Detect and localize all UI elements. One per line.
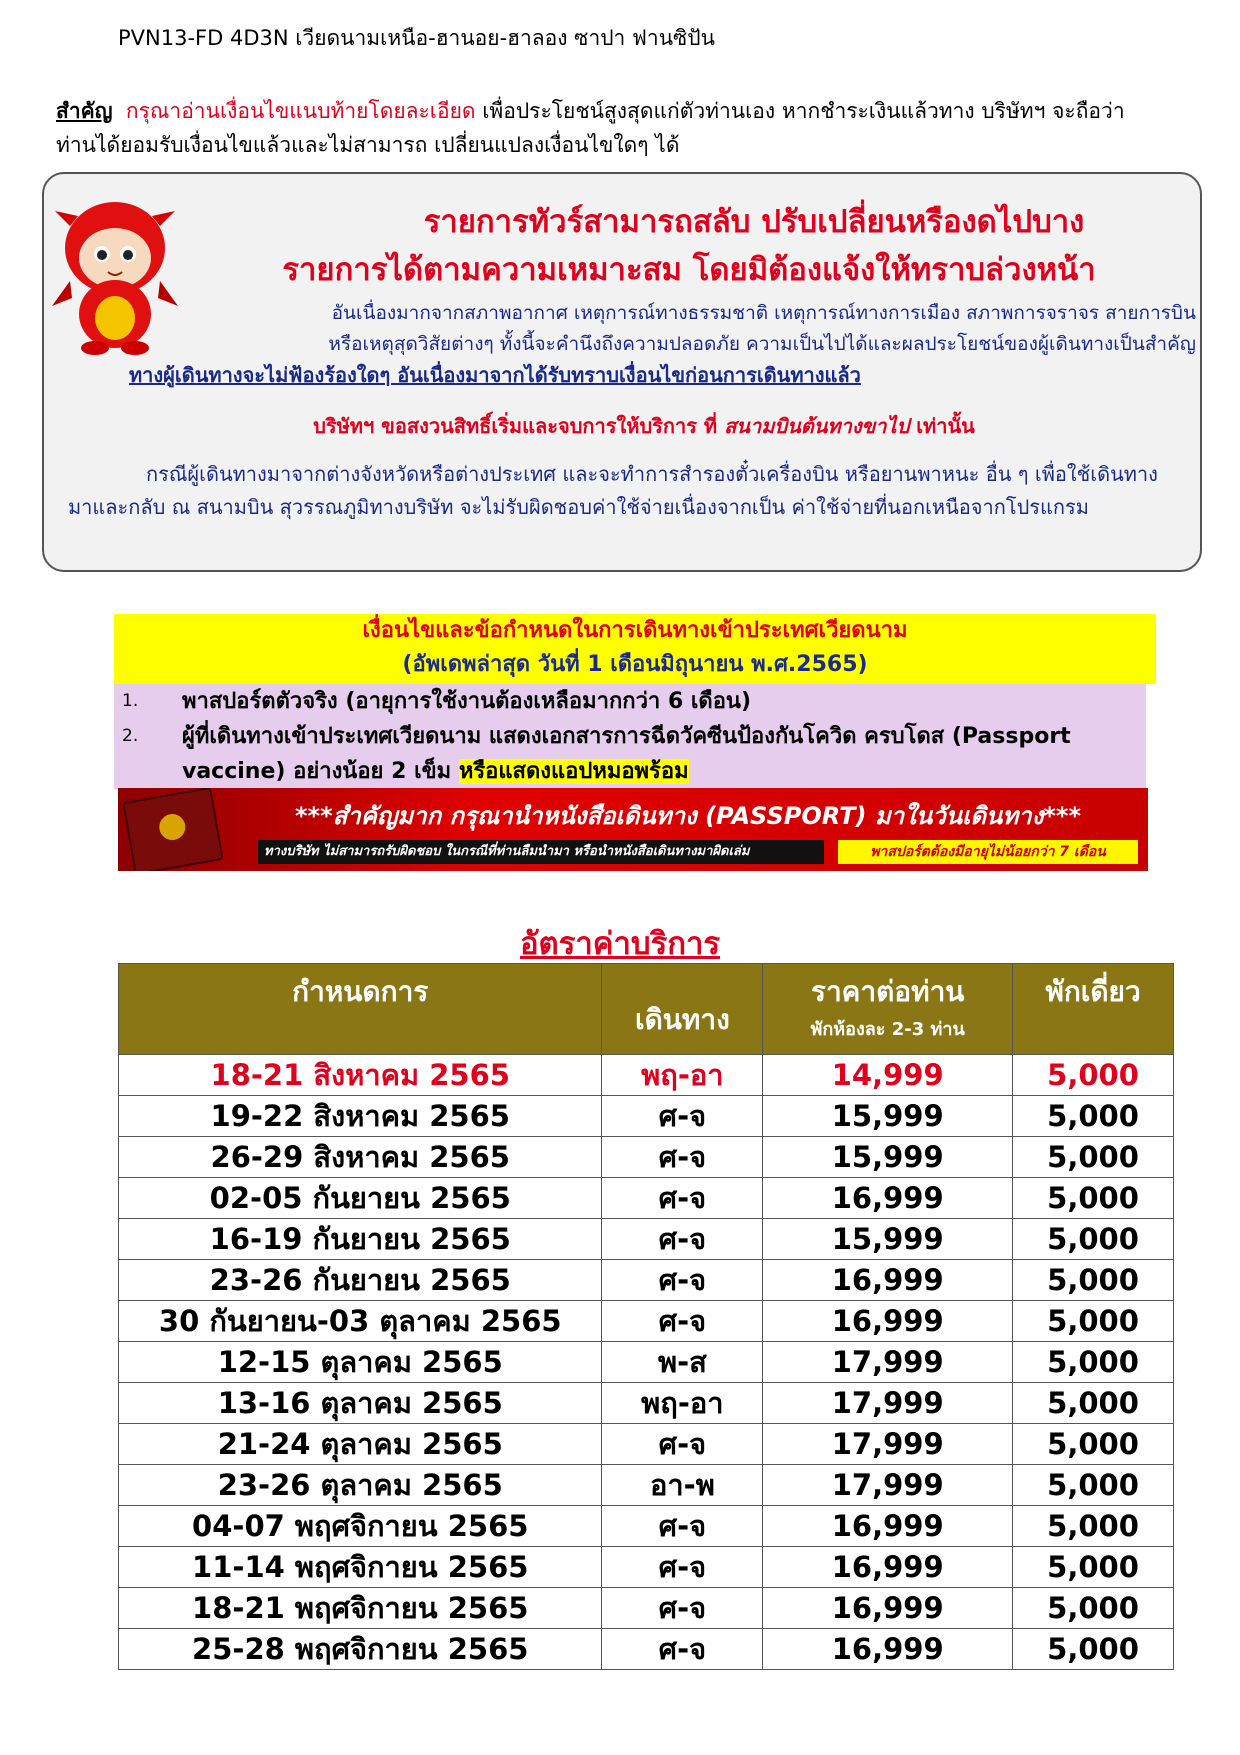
passport-banner-main: ***สำคัญมาก กรุณานำหนังสือเดินทาง (PASSPORT) มาในวันเดินทาง*** [295, 802, 1081, 830]
table-row [119, 1424, 1174, 1465]
cell-days: พ-ส [602, 1342, 763, 1383]
cell-price: 16,999 [763, 1301, 1013, 1342]
rates-body [119, 1055, 1174, 1670]
cell-single: 5,000 [1013, 1506, 1174, 1547]
cell-date: 13-16 ตุลาคม 2565 [119, 1383, 602, 1424]
cell-price: 16,999 [763, 1178, 1013, 1219]
conditions-list [114, 684, 1146, 789]
cell-single: 5,000 [1013, 1383, 1174, 1424]
cell-date: 30 กันยายน-03 ตุลาคม 2565 [119, 1301, 602, 1342]
passport-banner-sub: ทางบริษัท ไม่สามารถรับผิดชอบ ในกรณีที่ท่านลืมนำมา หรือนำหนังสือเดินทางมาผิดเล่ม [258, 840, 824, 864]
cell-date: 18-21 พฤศจิกายน 2565 [119, 1588, 602, 1629]
cell-date: 19-22 สิงหาคม 2565 [119, 1096, 602, 1137]
cell-single: 5,000 [1013, 1588, 1174, 1629]
condition-highlight: หรือแสดงแอปหมอพร้อม [458, 759, 689, 784]
cell-days: พฤ-อา [602, 1055, 763, 1096]
table-row [119, 1629, 1174, 1670]
table-row [119, 1260, 1174, 1301]
cell-date: 21-24 ตุลาคม 2565 [119, 1424, 602, 1465]
conditions-header [114, 614, 1156, 684]
cell-date: 18-21 สิงหาคม 2565 [119, 1055, 602, 1096]
cell-price: 17,999 [763, 1342, 1013, 1383]
table-row [119, 1301, 1174, 1342]
cell-date: 02-05 กันยายน 2565 [119, 1178, 602, 1219]
program-code: PVN13-FD 4D3N เวียดนามเหนือ-ฮานอย-ฮาลอง ซาปา ฟานซิปัน [118, 26, 715, 50]
condition-text: ผู้ที่เดินทางเข้าประเทศเวียดนาม แสดงเอกสารการฉีดวัคซีนป้องกันโควิด ครบโดส (Passport vaccine) อย่างน้อย 2 เข็ม [182, 724, 1071, 784]
cell-single: 5,000 [1013, 1424, 1174, 1465]
cell-price: 16,999 [763, 1260, 1013, 1301]
table-row [119, 1383, 1174, 1424]
cell-date: 23-26 ตุลาคม 2565 [119, 1465, 602, 1506]
cell-days: ศ-จ [602, 1588, 763, 1629]
cell-single: 5,000 [1013, 1219, 1174, 1260]
cell-days: ศ-จ [602, 1096, 763, 1137]
table-row [119, 1506, 1174, 1547]
cell-price: 14,999 [763, 1055, 1013, 1096]
table-row [119, 1055, 1174, 1096]
condition-text: พาสปอร์ตตัวจริง (อายุการใช้งานต้องเหลือมากกว่า 6 เดือน) [182, 689, 752, 714]
cell-date: 04-07 พฤศจิกายน 2565 [119, 1506, 602, 1547]
cell-single: 5,000 [1013, 1096, 1174, 1137]
notice-paragraph-3 [68, 458, 1168, 524]
cell-days: ศ-จ [602, 1506, 763, 1547]
cell-price: 17,999 [763, 1383, 1013, 1424]
notice-p2-suffix: เท่านั้น [916, 414, 975, 438]
condition-number: 2. [122, 726, 139, 746]
conditions-title: เงื่อนไขและข้อกำหนดในการเดินทางเข้าประเทศเวียดนาม [362, 618, 908, 643]
condition-item [114, 684, 1146, 719]
table-row [119, 1137, 1174, 1178]
cell-price: 16,999 [763, 1629, 1013, 1670]
table-row [119, 1096, 1174, 1137]
cell-price: 17,999 [763, 1465, 1013, 1506]
cell-price: 16,999 [763, 1588, 1013, 1629]
header-price: ราคาต่อท่าน พักห้องละ 2-3 ท่าน [763, 964, 1013, 1055]
condition-item [114, 719, 1146, 789]
header-schedule: กำหนดการ [119, 964, 602, 1055]
cell-date: 25-28 พฤศจิกายน 2565 [119, 1629, 602, 1670]
header-price-sub: พักห้องละ 2-3 ท่าน [810, 1019, 965, 1040]
important-red-text: กรุณาอ่านเงื่อนไขแนบท้ายโดยละเอียด [125, 99, 476, 123]
cell-single: 5,000 [1013, 1178, 1174, 1219]
cell-price: 17,999 [763, 1424, 1013, 1465]
passport-banner-validity: พาสปอร์ตต้องมีอายุไม่น้อยกว่า 7 เดือน [838, 840, 1138, 864]
dragon-mascot-icon [50, 186, 180, 356]
cell-price: 15,999 [763, 1096, 1013, 1137]
table-row [119, 1219, 1174, 1260]
rates-header-row [119, 964, 1174, 1055]
cell-price: 16,999 [763, 1547, 1013, 1588]
rates-title: อัตราค่าบริการ [519, 926, 721, 962]
passport-reminder-banner [118, 788, 1148, 871]
cell-price: 16,999 [763, 1506, 1013, 1547]
cell-days: ศ-จ [602, 1219, 763, 1260]
table-row [119, 1178, 1174, 1219]
notice-p3-text: กรณีผู้เดินทางมาจากต่างจังหวัดหรือต่างประเทศ และจะทำการสำรองตั๋วเครื่องบิน หรือยานพาหนะ อื่น ๆ เพื่อใช้เดินทางมาและกลับ ณ สนามบิน สุวรรณภูมิทางบริษัท จะไม่รับผิดชอบค่าใช้จ่ายเนื่องจากเป็น ค่าใช้จ่ายที่นอกเหนือจากโปรแกรม [68, 462, 1158, 519]
cell-single: 5,000 [1013, 1547, 1174, 1588]
important-rest-text: เพื่อประโยชน์สูงสุดแก่ตัวท่านเอง หากชำระเงินแล้วทาง บริษัทฯ จะถือว่าท่านได้ยอมรับเงื่อนไขแล้วและไม่สามารถ เปลี่ยนแปลงเงื่อนไขใดๆ ได้ [56, 99, 1125, 157]
table-row [119, 1547, 1174, 1588]
cell-days: ศ-จ [602, 1260, 763, 1301]
cell-date: 23-26 กันยายน 2565 [119, 1260, 602, 1301]
passport-book-icon [122, 788, 223, 871]
cell-days: ศ-จ [602, 1424, 763, 1465]
cell-single: 5,000 [1013, 1629, 1174, 1670]
cell-days: พฤ-อา [602, 1383, 763, 1424]
notice-p2-prefix: บริษัทฯ ขอสงวนสิทธิ์เริ่มและจบการให้บริการ ที่ [313, 414, 718, 438]
condition-text-wrap [182, 719, 1146, 789]
cell-single: 5,000 [1013, 1465, 1174, 1506]
notice-paragraph-1 [129, 298, 1196, 391]
notice-p1-line3: ทางผู้เดินทางจะไม่ฟ้องร้องใดๆ อันเนื่องมาจากได้รับทราบเงื่อนไขก่อนการเดินทางแล้ว [129, 363, 861, 387]
header-travel: เดินทาง [602, 964, 763, 1055]
important-label: สำคัญ [56, 99, 113, 123]
notice-p1-line2: หรือเหตุสุดวิสัยต่างๆ ทั้งนี้จะคำนึงถึงความปลอดภัย ความเป็นไปได้และผลประโยชน์ของผู้เดินทางเป็นสำคัญ [328, 333, 1196, 355]
notice-box [42, 172, 1202, 572]
cell-days: ศ-จ [602, 1301, 763, 1342]
notice-p1-line1: อันเนื่องมากจากสภาพอากาศ เหตุการณ์ทางธรรมชาติ เหตุการณ์ทางการเมือง สภาพการจราจร สายการบิน [331, 302, 1196, 324]
cell-single: 5,000 [1013, 1301, 1174, 1342]
table-row [119, 1588, 1174, 1629]
notice-paragraph-2 [184, 410, 1104, 442]
cell-price: 15,999 [763, 1219, 1013, 1260]
cell-days: ศ-จ [602, 1629, 763, 1670]
cell-price: 15,999 [763, 1137, 1013, 1178]
cell-date: 12-15 ตุลาคม 2565 [119, 1342, 602, 1383]
rates-table [118, 963, 1174, 1670]
cell-days: ศ-จ [602, 1137, 763, 1178]
cell-days: อา-พ [602, 1465, 763, 1506]
cell-date: 26-29 สิงหาคม 2565 [119, 1137, 602, 1178]
cell-single: 5,000 [1013, 1260, 1174, 1301]
table-row [119, 1465, 1174, 1506]
cell-date: 16-19 กันยายน 2565 [119, 1219, 602, 1260]
cell-date: 11-14 พฤศจิกายน 2565 [119, 1547, 602, 1588]
condition-number: 1. [122, 691, 139, 711]
important-note [56, 94, 1156, 162]
notice-headline-1: รายการทัวร์สามารถสลับ ปรับเปลี่ยนหรืองดไปบาง [423, 204, 1085, 240]
cell-single: 5,000 [1013, 1055, 1174, 1096]
cell-days: ศ-จ [602, 1547, 763, 1588]
conditions-subtitle: (อัพเดพล่าสุด วันที่ 1 เดือนมิถุนายน พ.ศ.2565) [402, 652, 868, 677]
cell-days: ศ-จ [602, 1178, 763, 1219]
cell-single: 5,000 [1013, 1342, 1174, 1383]
table-row [119, 1342, 1174, 1383]
header-single: พักเดี่ยว [1013, 964, 1174, 1055]
notice-headline-2: รายการได้ตามความเหมาะสม โดยมิต้องแจ้งให้ทราบล่วงหน้า [282, 252, 1096, 288]
notice-p2-italic: สนามบินต้นทางขาไป [724, 414, 910, 438]
cell-single: 5,000 [1013, 1137, 1174, 1178]
